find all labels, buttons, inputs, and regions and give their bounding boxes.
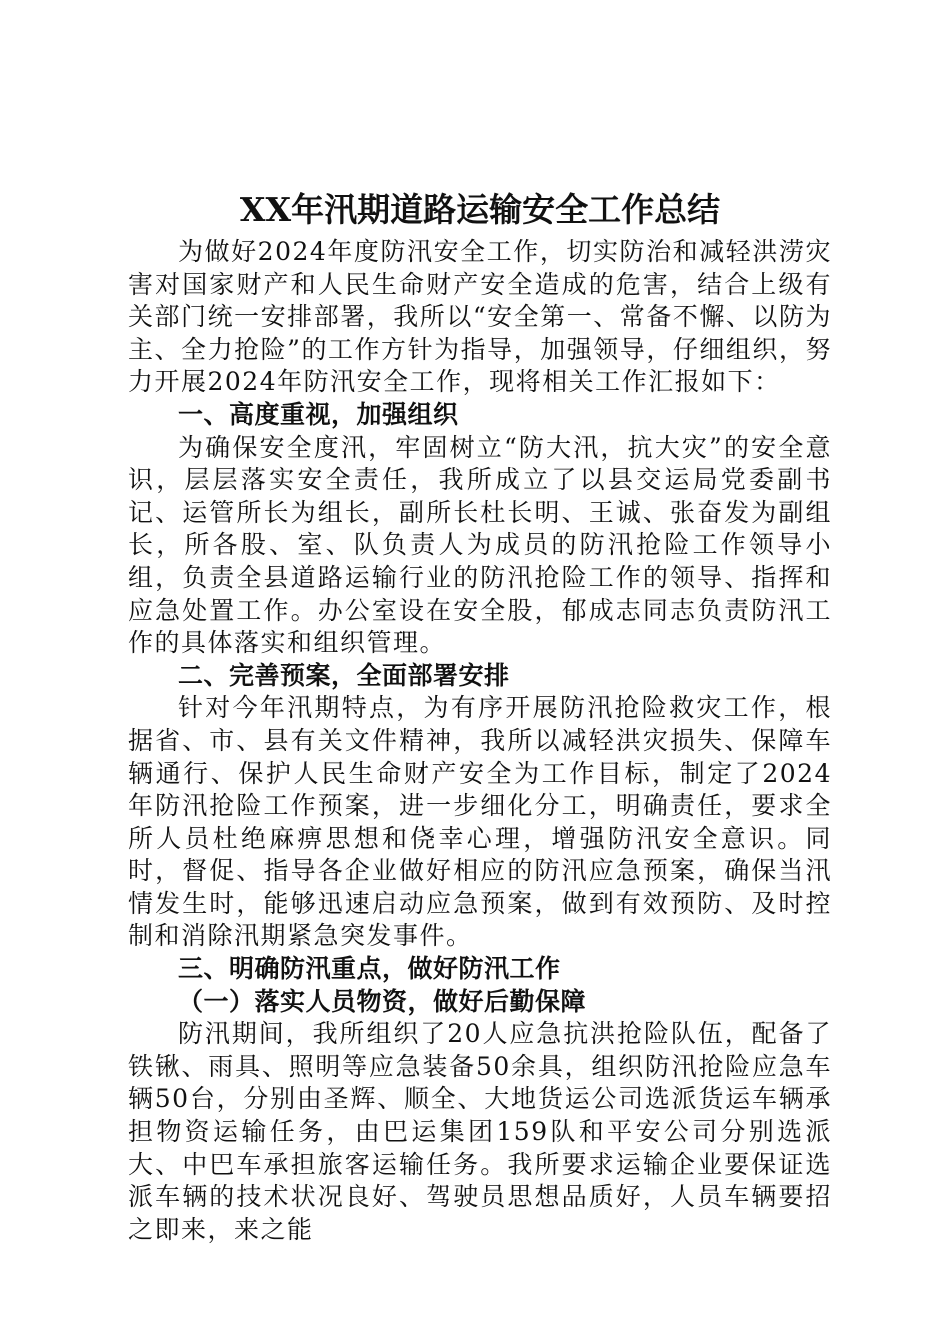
section-paragraph-2: 针对今年汛期特点，为有序开展防汛抢险救灾工作，根据省、市、县有关文件精神，我所以减轻洪灾损失、保障车辆通行、保护人民生命财产安全为工作目标，制定了2024年防汛抢险工作预案，进一步细化分工，明确责任，要求全所人员杜绝麻痹思想和侥幸心理，增强防汛安全意识。同时，督促、指导各企业做好相应的防汛应急预案，确保当汛情发生时，能够迅速启动应急预案，做到有效预防、及时控制和消除汛期紧急突发事件。 [128,693,832,951]
document-title: XX年汛期道路运输安全工作总结 [239,190,721,229]
section-heading-1: 一、高度重视，加强组织 [178,399,459,429]
section-paragraph-1: 为确保安全度汛，牢固树立“防大汛，抗大灾”的安全意识，层层落实安全责任，我所成立了以县交运局党委副书记、运管所长为组长，副所长杜长明、王诚、张奋发为副组长，所各股、室、队负责人为成员的防汛抢险工作领导小组，负责全县道路运输行业的防汛抢险工作的领导、指挥和应急处置工作。办公室设在安全股，郁成志同志负责防汛工作的具体落实和组织管理。 [128,432,832,658]
document-body [128,188,832,1246]
section-heading-3: 三、明确防汛重点，做好防汛工作 [178,954,561,984]
section-heading-2: 二、完善预案，全面部署安排 [178,660,510,690]
subsection-heading-3-1: （一）落实人员物资，做好后勤保障 [178,986,587,1016]
subsection-paragraph-3-1: 防汛期间，我所组织了20人应急抗洪抢险队伍，配备了铁锹、雨具、照明等应急装备50余具，组织防汛抢险应急车辆50台，分别由圣辉、顺全、大地货运公司选派货运车辆承担物资运输任务，由巴运集团159队和平安公司分别选派大、中巴车承担旅客运输任务。我所要求运输企业要保证选派车辆的技术状况良好、驾驶员思想品质好，人员车辆要招之即来，来之能 [128,1019,832,1244]
intro-paragraph: 为做好2024年度防汛安全工作，切实防治和减轻洪涝灾害对国家财产和人民生命财产安全造成的危害，结合上级有关部门统一安排部署，我所以“安全第一、常备不懈、以防为主、全力抢险”的工作方针为指导，加强领导，仔细组织，努力开展2024年防汛安全工作，现将相关工作汇报如下： [128,237,832,397]
